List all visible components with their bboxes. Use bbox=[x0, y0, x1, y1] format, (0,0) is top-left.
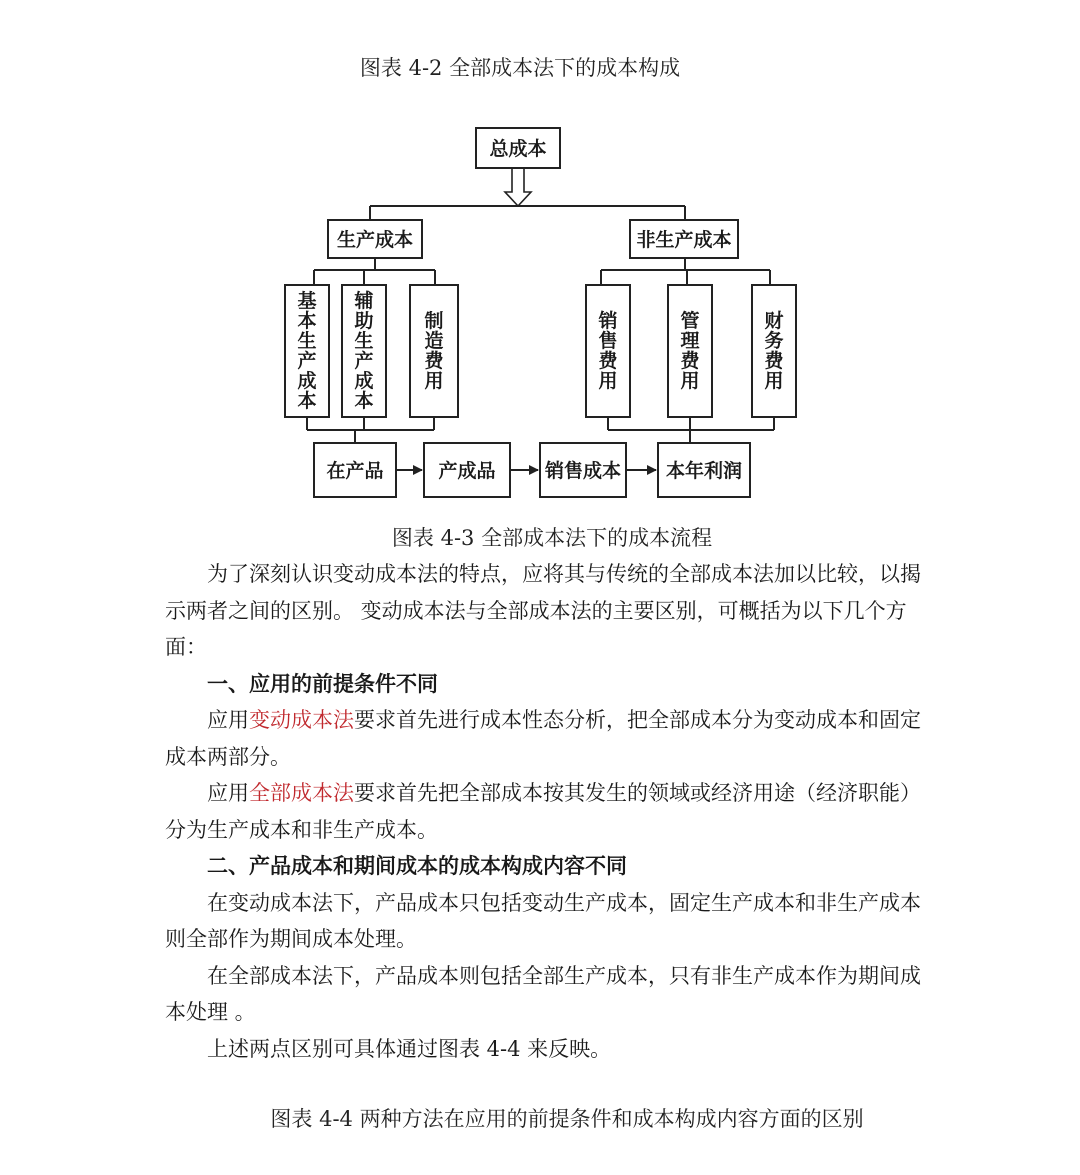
vertical-item-label: 制造费用 bbox=[424, 310, 444, 392]
flow-cost-of-sales-label: 销售成本 bbox=[544, 460, 622, 482]
heading-1: 一、应用的前提条件不同 bbox=[207, 670, 438, 696]
paragraph-variable-costing: 应用变动成本法要求首先进行成本性态分析，把全部成本分为变动成本和固定成本两部分。 bbox=[165, 708, 921, 769]
production-cost-label: 生产成本 bbox=[336, 229, 414, 251]
term-absorption-costing: 全部成本法 bbox=[249, 781, 354, 805]
figure-caption-4-2: 图表 4-2 全部成本法下的成本构成 bbox=[359, 56, 681, 80]
paragraph-absorption-costing: 应用全部成本法要求首先把全部成本按其发生的领域或经济用途（经济职能）分为生产成本和非生产成本。 bbox=[165, 781, 921, 842]
paragraph-absorption-product-cost: 在全部成本法下，产品成本则包括全部生产成本，只有非生产成本作为期间成本处理 。 bbox=[165, 963, 921, 1024]
body-text bbox=[165, 556, 925, 1067]
cost-flow-diagram bbox=[0, 0, 1080, 510]
figure-caption-4-4: 图表 4-4 两种方法在应用的前提条件和成本构成内容方面的区别 bbox=[270, 1107, 864, 1131]
paragraph-variable-product-cost: 在变动成本法下，产品成本只包括变动生产成本，固定生产成本和非生产成本则全部作为期间成本处理。 bbox=[165, 890, 921, 951]
total-cost-label: 总成本 bbox=[489, 138, 547, 160]
heading-2: 二、产品成本和期间成本的成本构成内容不同 bbox=[207, 853, 627, 878]
flow-profit-label: 本年利润 bbox=[665, 460, 743, 482]
vertical-item-label: 管理费用 bbox=[680, 310, 700, 392]
vertical-item-label: 财务费用 bbox=[764, 310, 784, 392]
term-variable-costing: 变动成本法 bbox=[249, 708, 354, 732]
vertical-item-label: 辅助生产成本 bbox=[354, 290, 374, 412]
paragraph-intro: 为了深刻认识变动成本法的特点，应将其与传统的全部成本法加以比较，以揭示两者之间的区别。 变动成本法与全部成本法的主要区别，可概括为以下几个方面： bbox=[165, 562, 921, 659]
vertical-item-label: 基本生产成本 bbox=[297, 290, 317, 412]
paragraph-reference: 上述两点区别可具体通过图表 4-4 来反映。 bbox=[207, 1036, 612, 1061]
flow-finished-goods-label: 产成品 bbox=[438, 460, 496, 482]
figure-caption-4-3: 图表 4-3 全部成本法下的成本流程 bbox=[391, 526, 713, 550]
vertical-item-label: 销售费用 bbox=[598, 310, 618, 392]
flow-wip-label: 在产品 bbox=[326, 460, 384, 482]
non-production-cost-label: 非生产成本 bbox=[636, 229, 732, 251]
